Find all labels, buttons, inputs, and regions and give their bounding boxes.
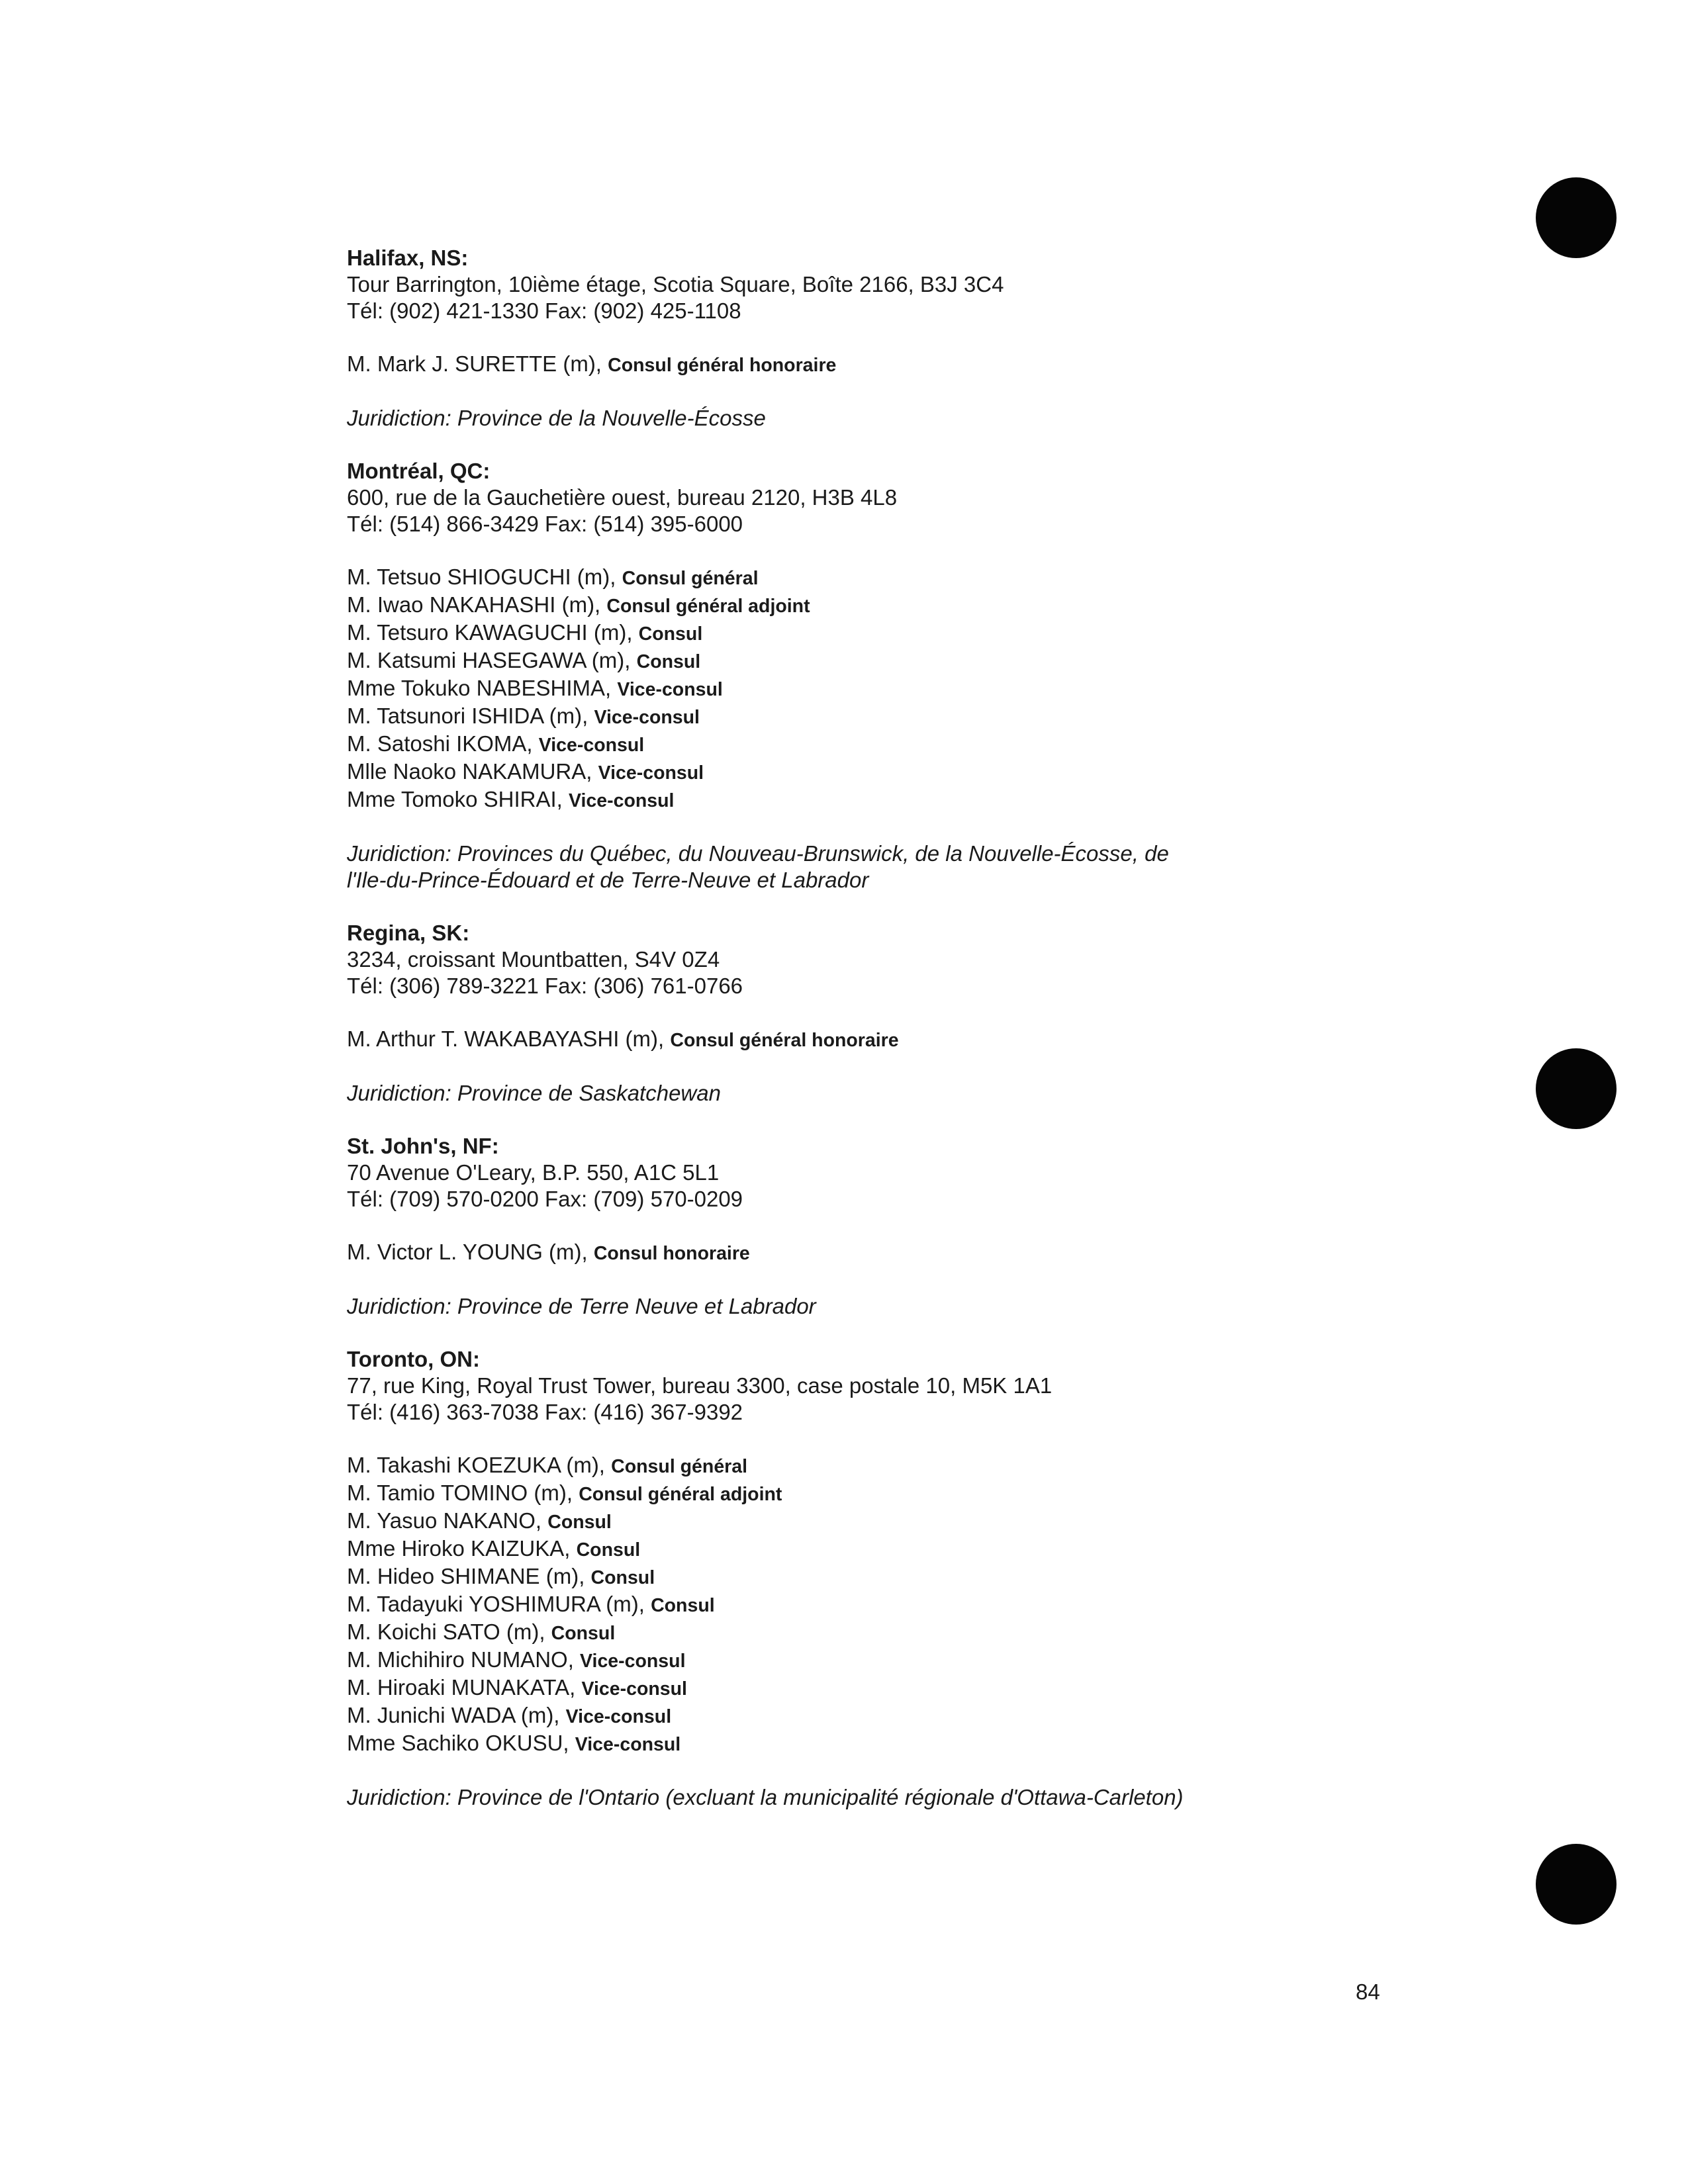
staff-title: Consul [590, 1567, 655, 1588]
staff-entry [347, 592, 1459, 619]
office-section [347, 1346, 1459, 1811]
staff-name: M. Arthur T. WAKABAYASHI (m), [347, 1026, 671, 1051]
office-phone-fax: Tél: (514) 866-3429 Fax: (514) 395-6000 [347, 512, 743, 536]
staff-title: Vice-consul [538, 735, 645, 756]
staff-entry [347, 351, 1459, 379]
staff-name: M. Tetsuro KAWAGUCHI (m), [347, 620, 639, 645]
staff-title: Consul général honoraire [670, 1030, 899, 1051]
jurisdiction-line: l'Ile-du-Prince-Édouard et de Terre-Neuve et Labrador [347, 868, 869, 892]
page-number: 84 [1356, 1979, 1380, 2004]
office-phone-fax: Tél: (709) 570-0200 Fax: (709) 570-0209 [347, 1187, 743, 1211]
office-address: 600, rue de la Gauchetière ouest, bureau 2120, H3B 4L8 [347, 485, 898, 510]
staff-entry [347, 786, 1459, 814]
jurisdiction [347, 841, 1459, 893]
staff-title: Consul [547, 1512, 612, 1533]
staff-name: M. Koichi SATO (m), [347, 1619, 551, 1644]
punch-hole-middle [1536, 1048, 1617, 1129]
staff-title: Vice-consul [575, 1734, 681, 1755]
office-city-heading: Montréal, QC: [347, 459, 491, 483]
jurisdiction-text: Province de Terre Neuve et Labrador [457, 1294, 816, 1318]
staff-entry [347, 1563, 1459, 1591]
staff-entry [347, 619, 1459, 647]
office-section [347, 458, 1459, 893]
office-section [347, 920, 1459, 1107]
staff-name: M. Yasuo NAKANO, [347, 1508, 548, 1533]
office-address: 3234, croissant Mountbatten, S4V 0Z4 [347, 947, 720, 972]
staff-title: Vice-consul [594, 707, 700, 728]
staff-name: M. Katsumi HASEGAWA (m), [347, 648, 637, 672]
jurisdiction-line [347, 1293, 1459, 1320]
jurisdiction-text: Province de la Nouvelle-Écosse [457, 406, 766, 430]
jurisdiction-label: Juridiction: [347, 1294, 451, 1318]
staff-entry [347, 1508, 1459, 1535]
staff-entry [347, 1026, 1459, 1054]
jurisdiction-line [347, 1784, 1459, 1811]
staff-title: Consul [636, 651, 701, 672]
staff-entry [347, 1647, 1459, 1674]
office-phone-fax: Tél: (306) 789-3221 Fax: (306) 761-0766 [347, 974, 743, 998]
office-phone-fax: Tél: (416) 363-7038 Fax: (416) 367-9392 [347, 1400, 743, 1424]
staff-title: Consul [638, 623, 703, 645]
jurisdiction-label: Juridiction: [347, 1081, 451, 1105]
staff-name: Mme Hiroko KAIZUKA, [347, 1536, 577, 1561]
staff-entry [347, 1674, 1459, 1702]
jurisdiction-text: Provinces du Québec, du Nouveau-Brunswick, de la Nouvelle-Écosse, de [457, 841, 1169, 866]
staff-name: M. Satoshi IKOMA, [347, 731, 539, 756]
jurisdiction [347, 1784, 1459, 1811]
staff-title: Consul général adjoint [606, 596, 810, 617]
jurisdiction-text: Province de Saskatchewan [457, 1081, 721, 1105]
office-city-heading: Toronto, ON: [347, 1347, 480, 1371]
staff-title: Consul [651, 1595, 715, 1616]
staff-name: M. Tadayuki YOSHIMURA (m), [347, 1592, 651, 1616]
staff-entry [347, 647, 1459, 675]
staff-entry [347, 758, 1459, 786]
staff-name: M. Tetsuo SHIOGUCHI (m), [347, 565, 622, 589]
staff-name: M. Hideo SHIMANE (m), [347, 1564, 591, 1588]
office-phone-fax: Tél: (902) 421-1330 Fax: (902) 425-1108 [347, 298, 741, 323]
staff-name: M. Iwao NAKAHASHI (m), [347, 592, 607, 617]
staff-entry [347, 1591, 1459, 1619]
staff-name: M. Junichi WADA (m), [347, 1703, 566, 1727]
staff-entry [347, 675, 1459, 703]
staff-entry [347, 1619, 1459, 1647]
staff-name: Mme Sachiko OKUSU, [347, 1731, 575, 1755]
punch-hole-top [1536, 177, 1617, 258]
staff-name: Mme Tomoko SHIRAI, [347, 787, 569, 811]
staff-entry [347, 1239, 1459, 1267]
staff-entry [347, 1730, 1459, 1758]
office-address: 70 Avenue O'Leary, B.P. 550, A1C 5L1 [347, 1160, 720, 1185]
jurisdiction-line [347, 405, 1459, 432]
staff-title: Vice-consul [568, 790, 675, 811]
jurisdiction-line [347, 1080, 1459, 1107]
staff-name: M. Victor L. YOUNG (m), [347, 1240, 594, 1264]
staff-title: Vice-consul [565, 1706, 672, 1727]
staff-name: Mme Tokuko NABESHIMA, [347, 676, 618, 700]
staff-entry [347, 1535, 1459, 1563]
staff-title: Consul honoraire [593, 1243, 750, 1264]
office-city-heading: St. John's, NF: [347, 1134, 499, 1158]
staff-name: M. Michihiro NUMANO, [347, 1647, 581, 1672]
staff-entry [347, 731, 1459, 758]
jurisdiction [347, 405, 1459, 432]
office-address: Tour Barrington, 10ième étage, Scotia Square, Boîte 2166, B3J 3C4 [347, 272, 1004, 296]
office-address: 77, rue King, Royal Trust Tower, bureau 3300, case postale 10, M5K 1A1 [347, 1373, 1053, 1398]
staff-name: M. Hiroaki MUNAKATA, [347, 1675, 582, 1700]
staff-title: Vice-consul [598, 762, 704, 784]
jurisdiction-label: Juridiction: [347, 841, 451, 866]
office-city-heading: Halifax, NS: [347, 246, 469, 270]
staff-title: Vice-consul [581, 1678, 687, 1700]
jurisdiction-label: Juridiction: [347, 1785, 451, 1809]
staff-name: M. Takashi KOEZUKA (m), [347, 1453, 612, 1477]
staff-name: Mlle Naoko NAKAMURA, [347, 759, 598, 784]
jurisdiction-line [347, 841, 1459, 867]
office-section [347, 1133, 1459, 1320]
office-city-heading: Regina, SK: [347, 921, 470, 945]
staff-title: Consul général [611, 1456, 748, 1477]
staff-title: Vice-consul [580, 1651, 686, 1672]
staff-title: Consul général [622, 568, 759, 589]
jurisdiction-label: Juridiction: [347, 406, 451, 430]
staff-entry [347, 703, 1459, 731]
staff-title: Consul général adjoint [579, 1484, 782, 1505]
jurisdiction [347, 1080, 1459, 1107]
staff-title: Consul général honoraire [608, 355, 837, 376]
staff-name: M. Mark J. SURETTE (m), [347, 351, 608, 376]
staff-entry [347, 564, 1459, 592]
staff-entry [347, 1480, 1459, 1508]
staff-entry [347, 1452, 1459, 1480]
punch-hole-bottom [1536, 1844, 1617, 1925]
jurisdiction [347, 1293, 1459, 1320]
staff-title: Consul [576, 1539, 641, 1561]
staff-name: M. Tamio TOMINO (m), [347, 1480, 579, 1505]
staff-title: Consul [551, 1623, 616, 1644]
jurisdiction-text: Province de l'Ontario (excluant la municipalité régionale d'Ottawa-Carleton) [457, 1785, 1184, 1809]
staff-name: M. Tatsunori ISHIDA (m), [347, 704, 594, 728]
staff-title: Vice-consul [617, 679, 723, 700]
office-section [347, 245, 1459, 432]
consulate-listing [347, 245, 1459, 1837]
staff-entry [347, 1702, 1459, 1730]
